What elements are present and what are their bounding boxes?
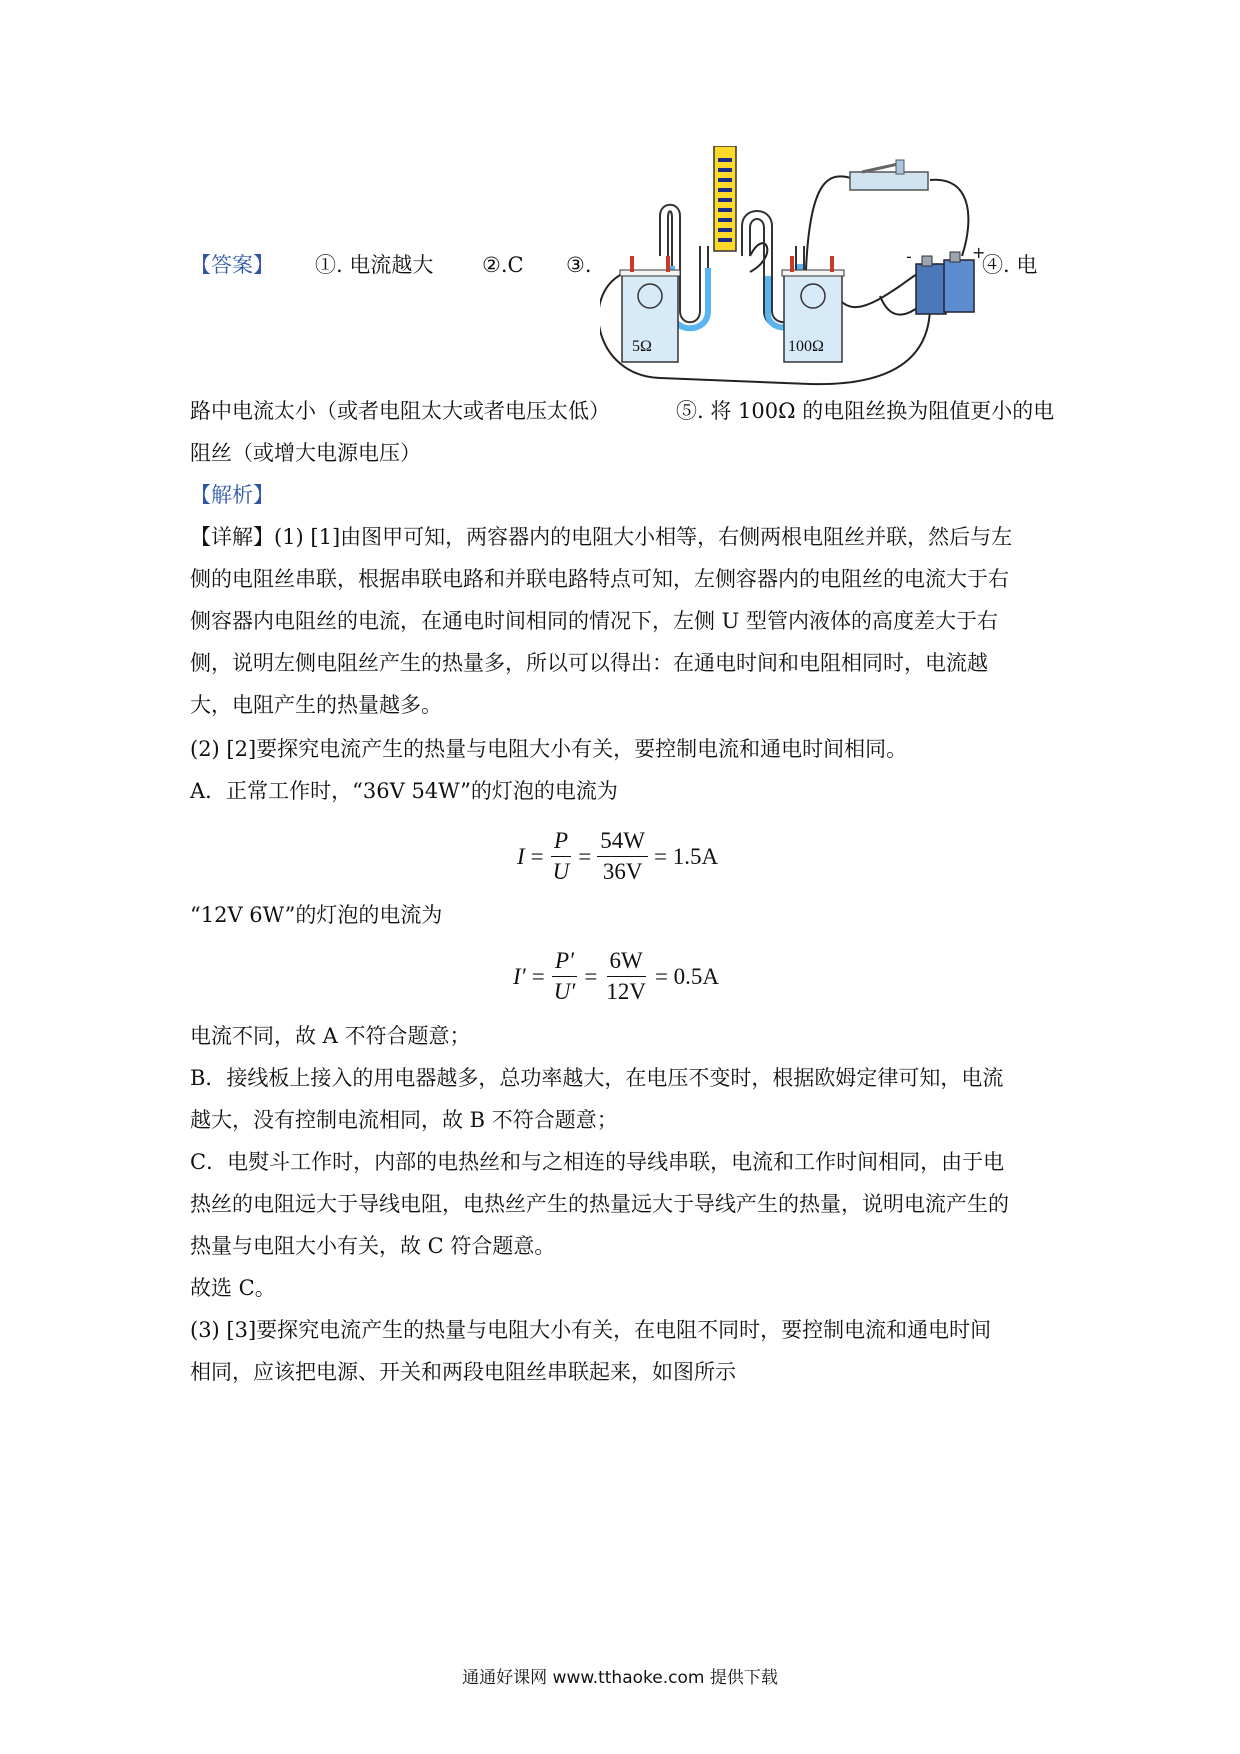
battery-pack bbox=[916, 252, 974, 314]
answer-2: ②.C bbox=[482, 253, 524, 277]
analysis-line: 侧容器内电阻丝的电流，在通电时间相同的情况下，左侧 U 型管内液体的高度差大于右 bbox=[190, 609, 999, 633]
analysis-line: (2) [2]要探究电流产生的热量与电阻大小有关，要控制电流和通电时间相同。 bbox=[190, 737, 908, 761]
answer-4-start: ④. 电 bbox=[982, 253, 1038, 277]
analysis-line: 大，电阻产生的热量越多。 bbox=[190, 693, 442, 717]
analysis-line: 故选 C。 bbox=[190, 1276, 276, 1300]
answer-3: ③. bbox=[566, 253, 592, 277]
eq1-result: = 1.5A bbox=[653, 843, 719, 869]
eq1-num2: 54W bbox=[597, 828, 648, 857]
analysis-line: (3) [3]要探究电流产生的热量与电阻大小有关，在电阻不同时，要控制电流和通电时间 bbox=[190, 1318, 992, 1342]
answer-tag: 【答案】 bbox=[190, 253, 274, 277]
wire-switch-battery bbox=[930, 180, 968, 256]
analysis-line: 【详解】(1) [1]由图甲可知，两容器内的电阻大小相等，右侧两根电阻丝并联，然后与左 bbox=[190, 525, 1013, 549]
equation-current-a: I = $\frac{P}{U}$ = $\frac{54W}{36V}$ = 1.5A bbox=[517, 828, 719, 884]
analysis-line: B．接线板上接入的用电器越多，总功率越大，在电压不变时，根据欧姆定律可知，电流 bbox=[190, 1066, 1004, 1090]
page-footer: 通通好课网 www.tthaoke.com 提供下载 bbox=[462, 1668, 778, 1688]
answer-1: ①. 电流越大 bbox=[315, 253, 434, 277]
right-resistor-label: 100Ω bbox=[788, 338, 824, 355]
analysis-line-b: “12V 6W”的灯泡的电流为 bbox=[190, 903, 443, 927]
wire-to-switch bbox=[806, 176, 854, 270]
analysis-line: 热量与电阻大小有关，故 C 符合题意。 bbox=[190, 1234, 556, 1258]
answer-5-rest: 阻丝（或增大电源电压） bbox=[190, 441, 421, 465]
answer-5-start: ⑤. 将 100Ω 的电阻丝换为阻值更小的电 bbox=[676, 399, 1055, 423]
eq2-den2: 12V bbox=[606, 979, 646, 1004]
analysis-tag: 【解析】 bbox=[190, 483, 274, 507]
eq1-num1: P bbox=[551, 828, 571, 857]
left-resistor-label: 5Ω bbox=[632, 338, 652, 355]
analysis-line: 相同，应该把电源、开关和两段电阻丝串联起来，如图所示 bbox=[190, 1360, 736, 1384]
eq2-num2: 6W bbox=[607, 948, 646, 977]
circuit-diagram bbox=[600, 146, 1070, 386]
analysis-line: 热丝的电阻远大于导线电阻，电热丝产生的热量远大于导线产生的热量，说明电流产生的 bbox=[190, 1192, 1009, 1216]
eq1-den1: U bbox=[552, 859, 570, 884]
eq2-lhs: I′ bbox=[513, 963, 526, 989]
battery-plus: + bbox=[972, 243, 986, 262]
eq1-den2: 36V bbox=[602, 859, 643, 884]
eq2-den1: U′ bbox=[553, 979, 576, 1004]
knife-switch bbox=[850, 160, 928, 190]
answer-4-rest: 路中电流太小（或者电阻太大或者电压太低） bbox=[190, 399, 610, 423]
analysis-line: C．电熨斗工作时，内部的电热丝和与之相连的导线串联，电流和工作时间相同，由于电 bbox=[190, 1150, 1005, 1174]
analysis-line: A．正常工作时，“36V 54W”的灯泡的电流为 bbox=[190, 779, 618, 803]
equation-current-b: I′ = $\frac{P'}{U'}$ = $\frac{6W}{12V}$ = 0.5A bbox=[513, 948, 720, 1004]
analysis-line: 越大，没有控制电流相同，故 B 不符合题意； bbox=[190, 1108, 618, 1132]
eq2-result: = 0.5A bbox=[654, 963, 720, 989]
analysis-line: 电流不同，故 A 不符合题意； bbox=[190, 1024, 471, 1048]
battery-minus: - bbox=[906, 247, 912, 266]
eq2-num1: P′ bbox=[552, 948, 577, 977]
analysis-line: 侧，说明左侧电阻丝产生的热量多，所以可以得出：在通电时间和电阻相同时，电流越 bbox=[190, 651, 988, 675]
analysis-line: 侧的电阻丝串联，根据串联电路和并联电路特点可知，左侧容器内的电阻丝的电流大于右 bbox=[190, 567, 1009, 591]
eq1-lhs: I bbox=[517, 843, 525, 869]
manometer-scale bbox=[714, 146, 736, 251]
